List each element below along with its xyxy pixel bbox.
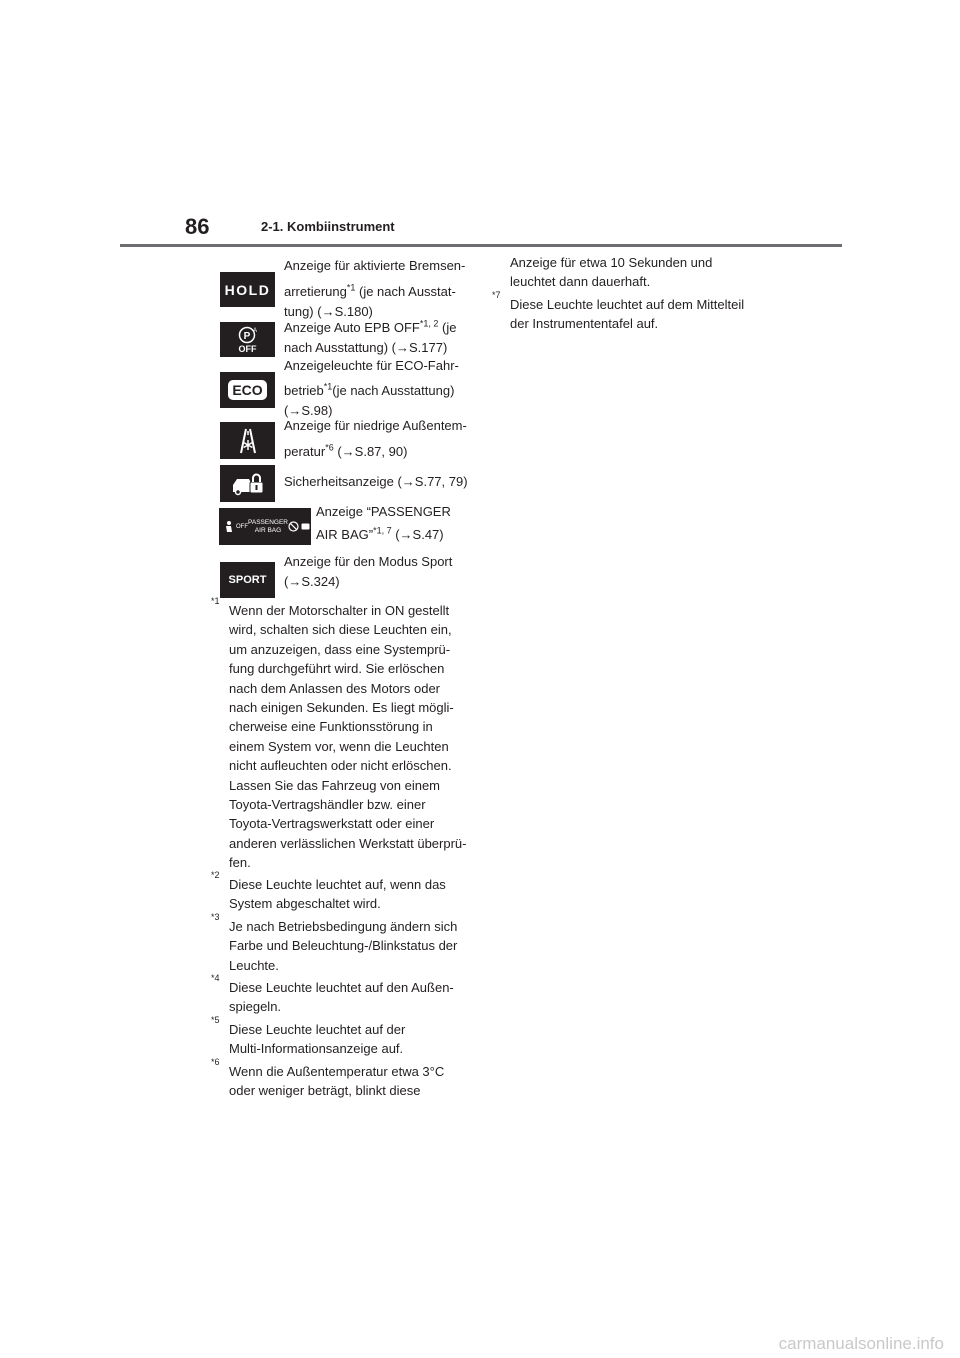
road-snowflake-icon — [233, 427, 263, 455]
footnote-ref: *1, 7 — [373, 525, 392, 536]
low-temperature-icon — [220, 422, 275, 459]
svg-text:A: A — [252, 327, 257, 334]
car-lock-icon — [231, 472, 265, 496]
hold-icon — [220, 272, 275, 307]
footnote-line: oder weniger beträgt, blinkt diese — [229, 1083, 421, 1099]
footnote-line: Anzeige für etwa 10 Sekunden und — [510, 255, 713, 270]
indicator-airbag-description — [316, 502, 476, 545]
desc-line: peratur — [284, 444, 326, 459]
airbag-text-group — [248, 519, 288, 535]
footnote-line: cherweise eine Funktionsstörung in — [229, 719, 433, 735]
desc-line: Anzeige für den Modus Sport — [284, 554, 453, 569]
footnote-line: anderen verlässlichen Werkstatt überprü- — [229, 835, 467, 851]
desc-line: (→S.87, 90) — [333, 444, 408, 459]
airbag-label-line: PASSENGER — [248, 518, 288, 526]
desc-line: Anzeigeleuchte für ECO-Fahr- — [284, 358, 459, 373]
footnote-line: System abgeschaltet wird. — [229, 896, 381, 912]
indicator-security-description — [284, 472, 474, 492]
desc-line: (je nach Ausstat- — [355, 284, 456, 299]
header-divider — [120, 244, 842, 247]
footnote-line: spiegeln. — [229, 999, 282, 1015]
footnote-line: der Instrumententafel auf. — [510, 316, 659, 332]
eco-label: ECO — [228, 380, 266, 400]
footnote-ref: *1 — [346, 282, 356, 293]
footnote-line: wird, schalten sich diese Leuchten ein, — [229, 622, 452, 638]
airbag-on-group — [288, 521, 310, 532]
footnote-line: Leuchte. — [229, 957, 279, 973]
desc-line: Anzeige für niedrige Außentem- — [284, 418, 467, 433]
desc-line: (→S.98) — [284, 403, 333, 418]
footnote-3: *3 Je nach Betriebsbedingung ändern sich Farbe und Beleuchtung-/Blinkstatus der Leuchte. — [211, 917, 473, 975]
eco-icon — [220, 372, 275, 408]
footnote-4: *4 Diese Leuchte leuchtet auf den Außen- spiegeln. — [211, 978, 473, 1017]
passenger-airbag-icon — [219, 508, 311, 545]
footnote-2: *2 Diese Leuchte leuchtet auf, wenn das System abgeschaltet wird. — [211, 875, 473, 914]
footnote-line: nach einigen Sekunden. Es liegt mögli- — [229, 700, 454, 716]
indicator-sport-description — [284, 552, 474, 592]
airbag-off-label: OFF — [236, 523, 248, 530]
airbag-label-line: AIR BAG — [254, 526, 282, 534]
security-lock-icon — [220, 465, 275, 502]
prohibited-icon — [288, 521, 299, 532]
footnote-1: *1 Wenn der Motorschalter in ON gestellt wird, schalten sich diese Leuchten ein, um anzuzeigen, dass eine Systemprü- fung durchgeführt wird. Sie erlöschen nach dem Anlassen des Motors oder nach einigen Sekunden. Es liegt mögli- cherweise eine Funktionsstörung in einem System vor, wenn die Leuchten nicht aufleuchten oder nicht erlöschen. Lassen Sie das Fahrzeug von einem Toyota-Vertragshändler bzw. einer Toyota-Vertragswerkstatt oder einer anderen verlässlichen Werkstatt überprü- fen. — [211, 601, 473, 873]
footnote-ref: *1, 2 — [419, 318, 439, 329]
footnote-5: *5 Diese Leuchte leuchtet auf der Multi-Informationsanzeige auf. — [211, 1020, 473, 1059]
footnote-ref: *1 — [323, 381, 333, 392]
footnote-6-continued — [510, 253, 770, 292]
footnote-line: fung durchgeführt wird. Sie erlöschen — [229, 661, 445, 677]
sport-icon — [220, 562, 275, 598]
epb-off-label: OFF — [238, 343, 257, 354]
parking-brake-icon — [238, 326, 258, 344]
footnote-line: Je nach Betriebsbedingung ändern sich — [229, 919, 458, 934]
desc-line: Anzeige Auto EPB OFF — [284, 320, 420, 335]
svg-text:P: P — [243, 330, 250, 342]
footnote-line: Multi-Informationsanzeige auf. — [229, 1041, 404, 1057]
footnote-line: Diese Leuchte leuchtet auf der — [229, 1022, 406, 1037]
airbag-on-icon — [301, 522, 310, 531]
footnote-line: Lassen Sie das Fahrzeug von einem — [229, 777, 441, 793]
auto-epb-off-icon — [220, 322, 275, 357]
footnote-line: Toyota-Vertragshändler bzw. einer — [229, 797, 426, 813]
desc-line: Sicherheitsanzeige (→S.77, 79) — [284, 474, 468, 489]
desc-line: (je — [438, 320, 457, 335]
footnote-line: Toyota-Vertragswerkstatt oder einer — [229, 816, 435, 832]
footnote-line: einem System vor, wenn die Leuchten — [229, 738, 449, 754]
footnote-ref: *6 — [325, 442, 334, 453]
sport-label: SPORT — [228, 574, 267, 586]
footnote-line: fen. — [229, 855, 251, 871]
indicator-epb-description — [284, 318, 474, 358]
footnote-line: Diese Leuchte leuchtet auf den Außen- — [229, 980, 454, 995]
footnote-line: nach dem Anlassen des Motors oder — [229, 680, 441, 696]
desc-line: AIR BAG” — [316, 527, 374, 542]
hold-icon-label: HOLD — [224, 281, 271, 298]
indicator-eco-description — [284, 356, 474, 421]
indicator-temperature-description — [284, 416, 474, 462]
desc-line: Anzeige für aktivierte Bremsen- — [284, 258, 466, 273]
footnote-line: Wenn die Außentemperatur etwa 3°C — [229, 1064, 445, 1079]
footnote-line: leuchtet dann dauerhaft. — [510, 274, 651, 290]
airbag-off-group — [223, 520, 248, 534]
page-number: 86 — [185, 214, 210, 239]
desc-line: (→S.324) — [284, 574, 340, 589]
desc-line: (→S.47) — [391, 527, 444, 542]
watermark: carmanualsonline.info — [778, 1334, 944, 1353]
desc-line: betrieb — [284, 383, 324, 398]
section-title: 2-1. Kombiinstrument — [261, 219, 395, 234]
footnote-line: Wenn der Motorschalter in ON gestellt — [229, 603, 450, 618]
footnote-line: Farbe und Beleuchtung-/Blinkstatus der — [229, 938, 458, 954]
footnote-line: um anzuzeigen, dass eine Systemprü- — [229, 641, 451, 657]
footnote-6: *6 Wenn die Außentemperatur etwa 3°C oder weniger beträgt, blinkt diese — [211, 1062, 473, 1101]
seated-passenger-icon — [223, 520, 235, 534]
desc-line: nach Ausstattung) (→S.177) — [284, 340, 448, 355]
footnote-line: Diese Leuchte leuchtet auf dem Mittelteil — [510, 297, 745, 312]
desc-line: (je nach Ausstattung) — [332, 383, 455, 398]
footnote-7: *7 Diese Leuchte leuchtet auf dem Mittelteil der Instrumententafel auf. — [492, 295, 772, 334]
indicator-hold-description — [284, 256, 474, 322]
desc-line: tung) (→S.180) — [284, 304, 373, 319]
footnote-line: nicht aufleuchten oder nicht erlöschen. — [229, 758, 452, 774]
desc-line: arretierung — [284, 284, 347, 299]
footnote-line: Diese Leuchte leuchtet auf, wenn das — [229, 877, 446, 892]
desc-line: Anzeige “PASSENGER — [316, 504, 451, 519]
